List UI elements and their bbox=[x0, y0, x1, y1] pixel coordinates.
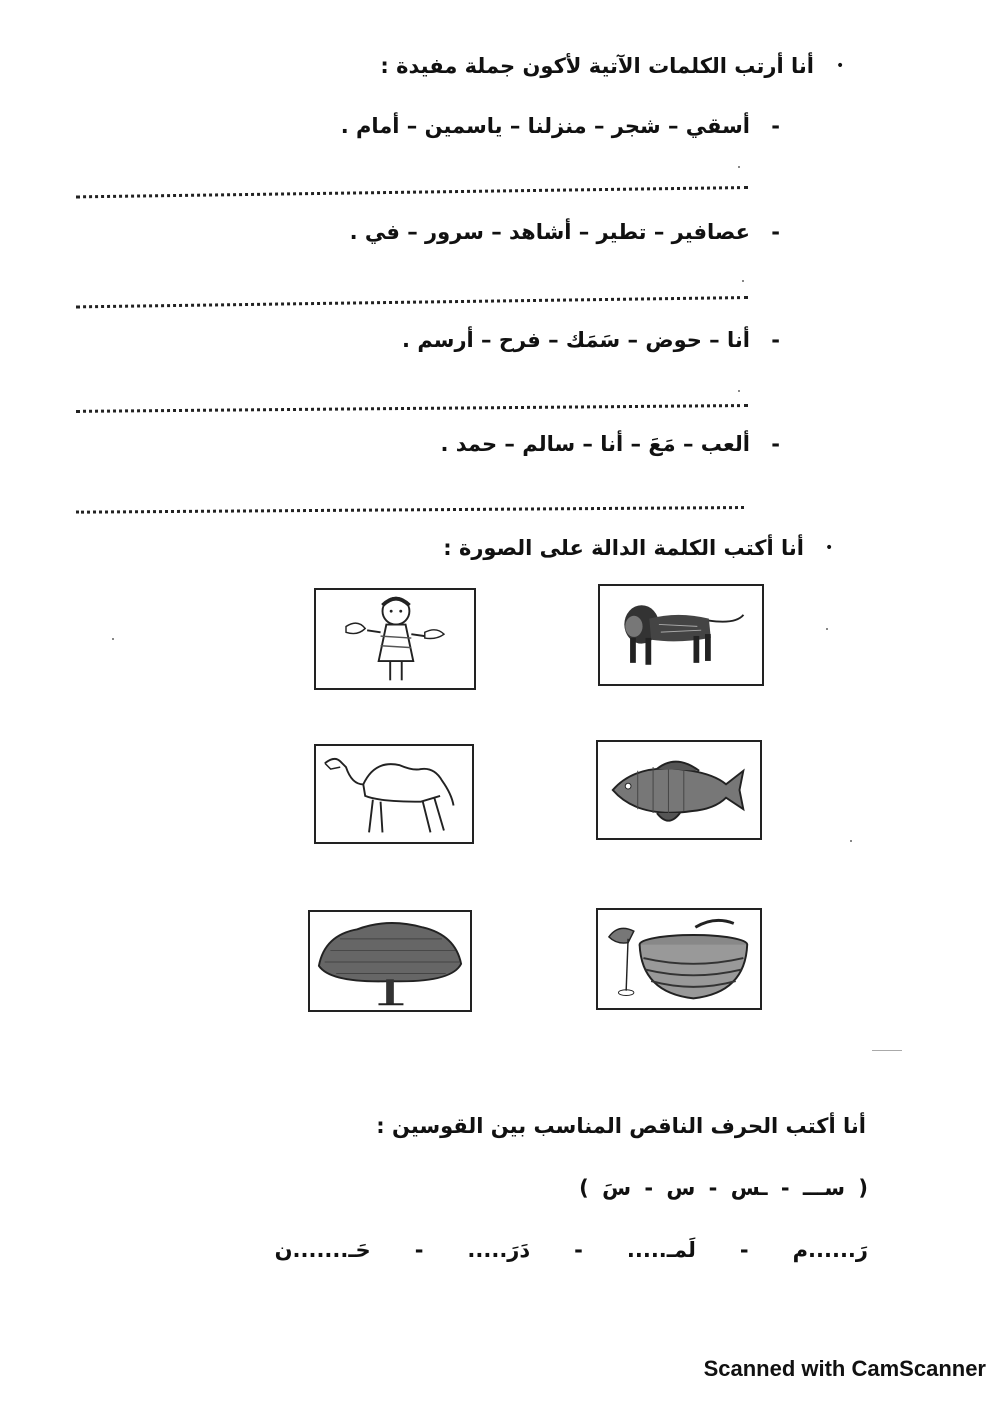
section3-title: أنا أكتب الحرف الناقص المناسب بين القوسين : bbox=[376, 1114, 866, 1138]
fish-icon bbox=[598, 742, 760, 838]
scrambled-words: ألعب – مَعَ – أنا – سالم – حمد . bbox=[440, 432, 750, 456]
answer-line-1[interactable] bbox=[76, 186, 748, 198]
scan-speck bbox=[826, 628, 828, 630]
section2-bullet: • bbox=[825, 540, 834, 556]
word-3[interactable]: دَرَ..... bbox=[467, 1238, 531, 1262]
word-4[interactable]: حَـ.......ن bbox=[274, 1238, 371, 1262]
sentence-3 bbox=[402, 328, 780, 352]
answer-line-4[interactable] bbox=[76, 506, 744, 514]
dash: - bbox=[771, 114, 780, 138]
lion-icon bbox=[600, 586, 762, 684]
picture-lion[interactable] bbox=[598, 584, 764, 686]
dash: - bbox=[771, 432, 780, 456]
scan-speck bbox=[738, 166, 740, 168]
section1-bullet: • bbox=[836, 58, 845, 74]
dash: - bbox=[771, 220, 780, 244]
word-1[interactable]: رَ......م bbox=[792, 1238, 868, 1262]
picture-girl[interactable] bbox=[314, 588, 476, 690]
separator: - bbox=[574, 1238, 583, 1262]
section1-title: أنا أرتب الكلمات الآتية لأكون جملة مفيدة : bbox=[380, 54, 814, 78]
dash: - bbox=[771, 328, 780, 352]
scanner-watermark: Scanned with CamScanner bbox=[703, 1356, 986, 1381]
letters-options: ( ســـ - ـس - س - سَ ) bbox=[579, 1176, 868, 1200]
separator: - bbox=[739, 1238, 749, 1262]
tree-icon bbox=[310, 912, 470, 1010]
section2-title: أنا أكتب الكلمة الدالة على الصورة : bbox=[443, 536, 804, 560]
scan-speck bbox=[738, 390, 740, 392]
separator: - bbox=[414, 1238, 424, 1262]
picture-tree[interactable] bbox=[308, 910, 472, 1012]
scan-speck bbox=[112, 638, 114, 640]
girl-icon bbox=[316, 590, 474, 688]
scrambled-words: عصافير – تطير – أشاهد – سرور – في . bbox=[349, 220, 750, 244]
scan-mark bbox=[872, 1050, 902, 1051]
picture-fish[interactable] bbox=[596, 740, 762, 840]
picture-honey[interactable] bbox=[596, 908, 762, 1010]
scrambled-words: أنا – حوض – سَمَك – فرح – أرسم . bbox=[402, 328, 750, 352]
scan-speck bbox=[850, 840, 852, 842]
sentence-4 bbox=[440, 432, 780, 456]
sentence-2 bbox=[350, 220, 780, 244]
scan-speck bbox=[742, 280, 744, 282]
sentence-1 bbox=[341, 114, 780, 138]
missing-letter-words bbox=[275, 1238, 868, 1262]
honey-bowl-icon bbox=[598, 910, 760, 1008]
answer-line-3[interactable] bbox=[76, 404, 748, 413]
word-2[interactable]: لَمـ..... bbox=[626, 1238, 696, 1262]
scrambled-words: أسقي – شجر – منزلنا – ياسمين – أمام . bbox=[340, 114, 750, 138]
answer-line-2[interactable] bbox=[76, 296, 748, 308]
camel-icon bbox=[316, 746, 472, 842]
picture-camel[interactable] bbox=[314, 744, 474, 844]
